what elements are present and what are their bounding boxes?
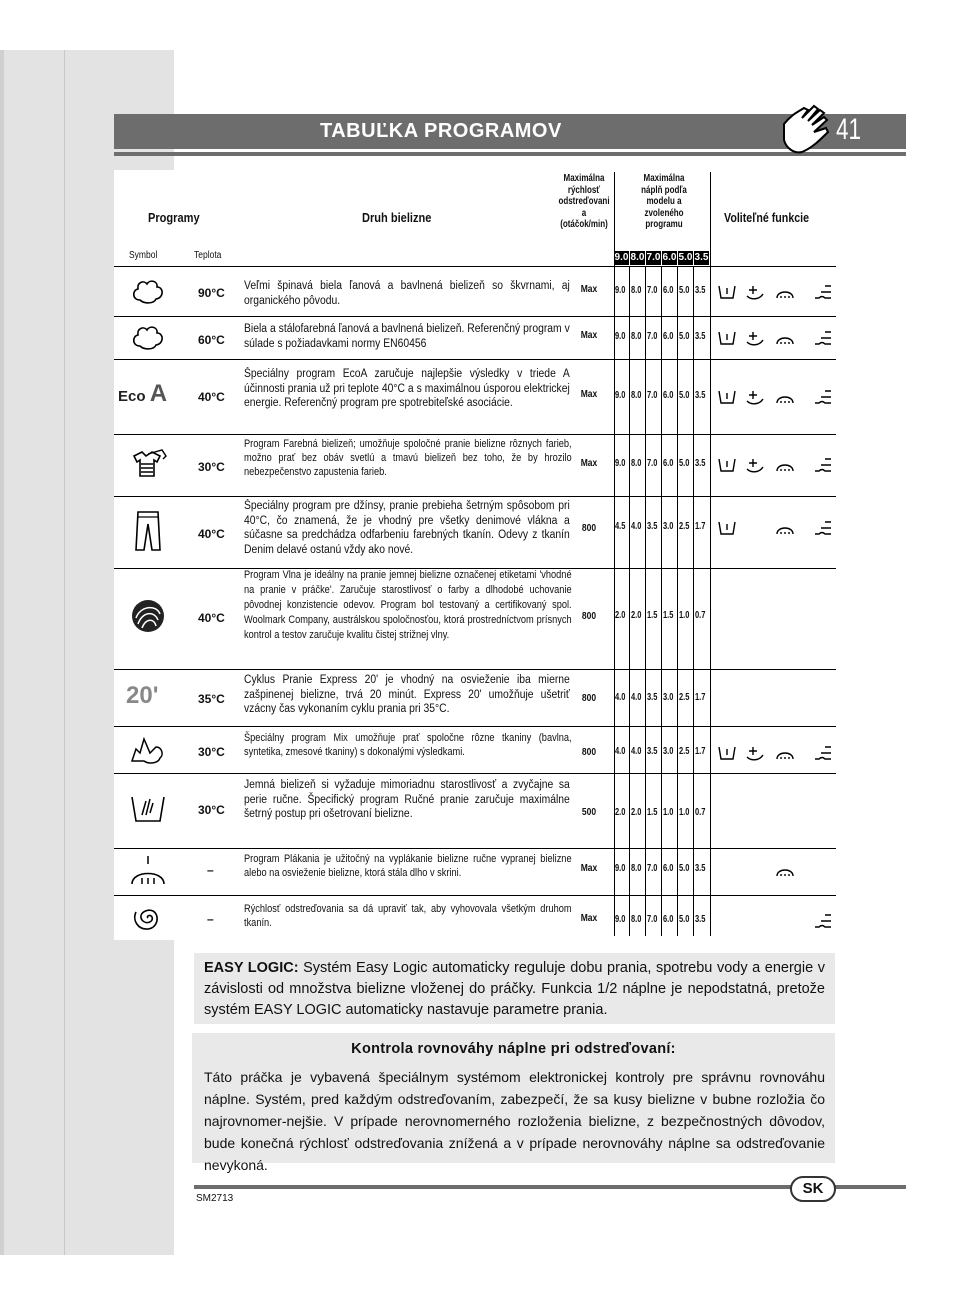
program-description: Cyklus Pranie Express 20' je vhodný na osvieženie iba mierne zašpinenej bielizne, trvá 20 minút. Express 20' umožňuje ušetriť vzácny čas vykonaním cyklu prania pri 35°C. [244,674,570,715]
spin-program-icon [126,900,170,936]
spin-header-line: a [581,207,587,219]
load-value: 5.0 [679,285,690,296]
eco-letter: A [149,380,168,407]
margin-divider [64,50,65,1255]
half-load-icon [717,387,737,407]
load-value: 2.5 [679,746,690,757]
temperature-icon [745,282,765,302]
load-value: 0.7 [695,807,706,818]
temp-value: – [207,863,214,877]
program-description: Biela a stálofarebná ľanová a bavlnená bielizeň. Referenčný program v súlade s požiadavkami normy EN60456 [244,323,570,350]
row-divider [114,848,836,849]
load-value: 1.5 [663,610,674,621]
row-divider [114,773,836,774]
load-value: 8.0 [631,331,642,342]
load-header-line: Maximálna [643,173,685,184]
rinse-icon [775,743,795,763]
load-value: 7.0 [647,914,658,925]
load-value: 3.0 [663,746,674,757]
load-value: 2.0 [631,807,642,818]
load-header-line: modelu a [646,196,682,207]
language-badge: SK [790,1176,836,1202]
load-head-cell: 3.5 [694,252,709,263]
spin-value: Max [580,330,598,341]
temperature-icon [745,387,765,407]
spin-icon [813,328,833,348]
load-header-line: náplň podľa [641,184,687,196]
load-head-cell: 9.0 [614,252,629,263]
rinse-icon [775,387,795,407]
load-value: 3.5 [695,331,706,342]
load-value: 5.0 [679,390,690,401]
temperature-icon [745,455,765,475]
load-value: 9.0 [615,331,626,342]
load-value: 9.0 [615,285,626,296]
load-value: 3.5 [695,390,706,401]
temp-value: – [207,912,214,926]
half-load-icon [717,328,737,348]
row-divider [114,316,836,317]
temp-value: 30°C [198,460,225,474]
load-value: 1.7 [695,692,706,703]
load-value: 3.5 [695,458,706,469]
temp-value: 40°C [198,527,225,541]
page-title: TABUĽKA PROGRAMOV [320,120,562,142]
spin-icon [813,911,833,931]
load-value: 9.0 [615,458,626,469]
load-value: 6.0 [663,914,674,925]
row-divider [114,266,836,267]
row-divider [114,359,836,360]
load-value: 3.5 [695,285,706,296]
col-load [618,173,710,231]
spin-icon [813,743,833,763]
load-value: 8.0 [631,863,642,874]
program-description: Program Vlna je ideálny na pranie jemnej bielizne označenej etiketami 'vhodné na pranie v práčke'. Zaručuje starostlivosť o farby a dlhodobé uchovanie pôvodnej konzistencie odevov. Program bol testovaný a certifikovaný spol. Woolmark Company, austrálskou spoločnosťou, ktorá prostredníctvom prísnych kontrol a testov zaručuje kvalitu čistej strižnej vlny. [244,569,572,641]
eco-a-icon [118,380,167,408]
spin-value: Max [580,458,598,469]
row-divider [114,726,836,727]
eco-label: Eco [118,388,146,405]
spin-value: Max [580,389,598,400]
program-description: Veľmi špinavá biela ľanová a bavlnená bielizeň so škvrnami, aj organického pôvodu. [244,280,570,307]
temp-value: 30°C [198,745,225,759]
load-value: 1.7 [695,521,706,532]
load-value: 1.5 [647,807,658,818]
col-temp: Teplota [194,250,222,261]
rinse-icon [775,282,795,302]
load-value: 1.5 [647,610,658,621]
hand-icon [780,104,836,156]
load-value: 4.0 [615,746,626,757]
col-divider [629,266,630,936]
handwash-icon [126,791,170,827]
load-value: 4.5 [615,521,626,532]
row-divider [114,895,836,896]
col-divider [693,266,694,936]
load-value: 2.0 [615,610,626,621]
load-value: 9.0 [615,390,626,401]
rinse-icon [775,328,795,348]
load-value: 3.0 [663,521,674,532]
load-value: 3.5 [647,521,658,532]
row-divider [114,669,836,670]
load-head-cell: 8.0 [630,252,645,263]
load-value: 4.0 [631,746,642,757]
easy-logic-text [204,958,825,1021]
spin-value: 800 [581,611,597,622]
temp-value: 40°C [198,611,225,625]
col-fabric: Druh bielizne [362,210,432,225]
program-description: Rýchlosť odstreďovania sa dá upraviť tak, aby vyhovovala všetkým druhom tkanín. [244,903,572,929]
load-value: 3.5 [647,746,658,757]
load-value: 1.0 [663,807,674,818]
load-value: 6.0 [663,390,674,401]
load-value: 1.0 [679,807,690,818]
load-head-cell: 6.0 [662,252,677,263]
load-value: 3.5 [695,863,706,874]
load-header-line: programu [645,219,683,230]
load-value: 8.0 [631,390,642,401]
rinse-icon [775,860,795,880]
half-load-icon [717,518,737,538]
load-value: 3.0 [663,692,674,703]
margin-divider [0,50,4,1255]
cotton-icon [126,274,170,310]
col-divider [710,172,711,936]
load-value: 2.0 [615,807,626,818]
load-value: 7.0 [647,285,658,296]
spin-value: Max [580,913,598,924]
temp-value: 40°C [198,390,225,404]
load-value: 7.0 [647,390,658,401]
load-head-cell: 7.0 [646,252,661,263]
program-description: Jemná bielizeň si vyžaduje mimoriadnu starostlivosť a zvyčajne sa perie ručne. Špecifický program Ručné pranie zaručuje maximálne šetrný postup pri ošetrovaní bielizne. [244,779,570,820]
load-value: 1.0 [679,610,690,621]
temp-value: 30°C [198,803,225,817]
express-20-icon: 20' [126,682,159,709]
program-description: Špeciálny program EcoA zaručuje najlepšie výsledky v triede A účinnosti prania už pri teplote 40°C a s maximálnou úsporou elektrickej energie. Referenčný program pre spotrebiteľské asociácie. [244,368,570,409]
program-description: Špeciálny program Mix umožňuje prať spoločne rôzne tkaniny (bavlna, syntetika, zmesové tkaniny) s dokonalými výsledkami. [244,732,572,758]
load-value: 5.0 [679,458,690,469]
load-value: 2.5 [679,521,690,532]
load-value: 4.0 [615,692,626,703]
row-divider [114,496,836,497]
load-value: 5.0 [679,331,690,342]
col-spin [550,173,618,231]
temperature-icon [745,743,765,763]
half-load-icon [717,282,737,302]
load-header-line: zvoleného [644,207,684,219]
spin-value: 800 [581,747,597,758]
load-value: 3.5 [695,914,706,925]
temp-value: 35°C [198,692,225,706]
col-divider [645,266,646,936]
cotton-icon [126,320,170,356]
row-divider [114,434,836,435]
col-divider [661,266,662,936]
load-value: 7.0 [647,458,658,469]
spin-icon [813,455,833,475]
col-symbol: Symbol [129,250,158,261]
spin-header-line: rýchlosť [567,184,601,196]
spin-value: 500 [581,807,597,818]
easy-logic-body: Systém Easy Logic automaticky reguluje dobu prania, spotrebu vody a energie v závislosti od množstva bielizne vloženej do práčky. Funkcia 1/2 náplne je nepodstatná, pretože systém EASY LOGIC automaticky nastavuje parametre prania. [204,960,825,1018]
spin-header-line: Maximálna [563,173,605,184]
spin-value: 800 [581,693,597,704]
wool-icon [126,596,170,636]
program-description: Program Farebná bielizeň; umožňuje spoločné pranie bielizne rôznych farieb, možno prať bez obáv svetlú a tmavú bielizeň bez toho, že by hrozilo nebezpečenstvo zapustenia farieb. [244,438,572,478]
spin-icon [813,518,833,538]
load-value: 0.7 [695,610,706,621]
load-value: 5.0 [679,863,690,874]
load-value: 8.0 [631,458,642,469]
load-value: 4.0 [631,692,642,703]
color-shirt-icon [126,446,170,482]
program-description: Špeciálny program pre džínsy, pranie prebieha šetrným spôsobom pri 40°C, čo znamená, že je vhodný pre všetky denimové vlákna a súčasne sa predchádza odfarbeniu farebných tkanín. Odevy z tkanín Denim delavé ostanú vždy ako nové. [244,500,570,556]
load-value: 2.0 [631,610,642,621]
load-value: 8.0 [631,285,642,296]
balance-text: Táto práčka je vybavená špeciálnym systémom elektronickej kontroly pre správnu rovnováhu náplne. Systém, pred každým odstreďovaním, zabezpečí, že sa kusy bielizne v bubne rozložia čo najrovnomer-nejšie. V prípade nerovnomerného rozloženia bielizne, z bezpečnostných dôvodov, bude konečná rýchlosť odstreďovania znížená a v prípade nerovnováhy náplne sa odstreďovanie nevykoná. [204,1069,825,1173]
temp-value: 60°C [198,333,225,347]
easy-logic-label: EASY LOGIC: [204,960,299,976]
load-value: 9.0 [615,914,626,925]
load-value: 9.0 [615,863,626,874]
spin-icon [813,387,833,407]
load-value: 4.0 [631,521,642,532]
page-number: 41 [836,113,862,146]
load-value: 6.0 [663,331,674,342]
spin-value: Max [580,863,598,874]
load-value: 6.0 [663,285,674,296]
temperature-icon [745,328,765,348]
load-value: 8.0 [631,914,642,925]
spin-header-line: odstreďovani [558,196,610,207]
jeans-icon [126,508,170,554]
rinse-icon [775,455,795,475]
spin-value: Max [580,284,598,295]
col-programs: Programy [148,210,200,225]
balance-title: Kontrola rovnováhy náplne pri odstreďovaní: [351,1041,676,1057]
col-divider [677,266,678,936]
load-value: 1.7 [695,746,706,757]
rinse-program-icon [126,854,170,890]
load-value: 7.0 [647,331,658,342]
load-value: 6.0 [663,458,674,469]
mix-icon [126,731,170,767]
program-description: Program Plákania je užitočný na vyplákanie bielizne ručne vypranej bielizne alebo na osvieženie bielizne, ktorá stála dlho v skrini. [244,853,572,879]
col-functions: Voliteľné funkcie [724,210,810,225]
load-head-cell: 5.0 [678,252,693,263]
rinse-icon [775,518,795,538]
document-code: SM2713 [196,1193,234,1204]
spin-icon [813,282,833,302]
load-value: 6.0 [663,863,674,874]
spin-header-line: (otáčok/min) [560,219,608,230]
load-value: 5.0 [679,914,690,925]
spin-value: 800 [581,523,597,534]
temp-value: 90°C [198,286,225,300]
load-value: 7.0 [647,863,658,874]
load-value: 2.5 [679,692,690,703]
half-load-icon [717,455,737,475]
half-load-icon [717,743,737,763]
load-value: 3.5 [647,692,658,703]
